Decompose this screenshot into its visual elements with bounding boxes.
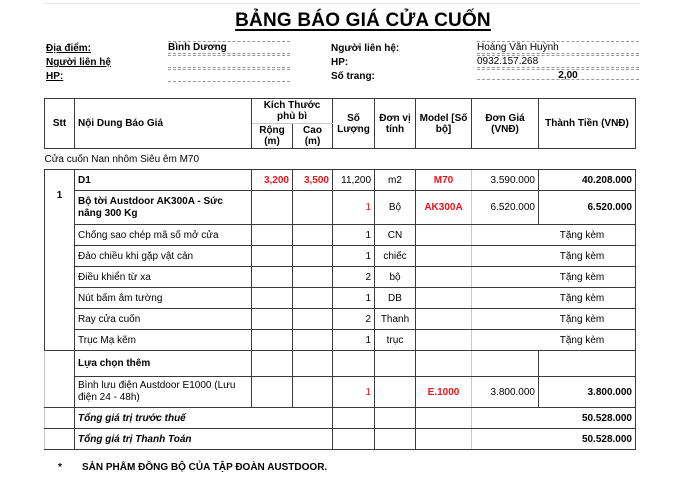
section-title: Cửa cuốn Nan nhôm Siêu êm M70	[45, 149, 636, 170]
item-unit	[375, 377, 416, 408]
page-count-label: Số trang:	[331, 71, 375, 82]
item-qty: 1	[333, 246, 375, 267]
item-content: D1	[75, 170, 252, 191]
group-stt: 1	[45, 170, 75, 351]
item-content: Nút bấm âm tường	[75, 288, 252, 309]
phone-label: HP:	[46, 71, 64, 82]
item-total: Tặng kèm	[472, 309, 636, 330]
item-total: 40.208.000	[539, 170, 636, 191]
header-content: Nội Dung Báo Giá	[75, 99, 252, 149]
header-total: Thành Tiền (VNĐ)	[539, 99, 636, 149]
extra-heading: Lựa chọn thêm	[75, 351, 252, 377]
table-row	[45, 225, 636, 246]
top-border	[340, 3, 640, 4]
item-unit: chiếc	[375, 246, 416, 267]
item-content: Trục Mạ kẽm	[75, 330, 252, 351]
subtotal-label: Tổng giá trị trước thuế	[75, 408, 333, 429]
footer-text: SẢN PHẨM ĐỒNG BỘ CỦA TẬP ĐOÀN AUSTDOOR.	[82, 462, 328, 473]
item-content: Bộ tời Austdoor AK300A - Sức nâng 300 Kg	[75, 191, 252, 225]
item-price: 3.800.000	[472, 377, 539, 408]
table-row	[45, 309, 636, 330]
item-height[interactable]	[293, 191, 333, 225]
item-qty: 11,200	[333, 170, 375, 191]
item-price: 3.590.000	[472, 170, 539, 191]
table-row	[45, 330, 636, 351]
item-model: E.1000	[416, 377, 472, 408]
item-content: Bình lưu điện Austdoor E1000 (Lưu điện 24 - 48h)	[75, 377, 252, 408]
contact-person-label: Người liên hệ:	[331, 43, 400, 54]
table-row	[45, 246, 636, 267]
grand-total-row	[45, 429, 636, 450]
item-unit: bộ	[375, 267, 416, 288]
item-content: Đảo chiều khi gặp vật cản	[75, 246, 252, 267]
item-content: Điều khiển từ xa	[75, 267, 252, 288]
item-height[interactable]: 3,500	[293, 170, 333, 191]
quote-table	[44, 98, 636, 450]
item-total: Tặng kèm	[472, 267, 636, 288]
extra-heading-row	[45, 351, 636, 377]
location-value[interactable]: Bình Dương	[168, 41, 290, 54]
item-total: 6.520.000	[539, 191, 636, 225]
item-unit: m2	[375, 170, 416, 191]
item-unit: CN	[375, 225, 416, 246]
grand-total-value: 50.528.000	[472, 429, 636, 450]
item-total: Tặng kèm	[472, 246, 636, 267]
item-unit: DB	[375, 288, 416, 309]
page-count-value[interactable]: 2,00	[477, 69, 639, 80]
subtotal-row	[45, 408, 636, 429]
header-unit: Đơn vị tính	[375, 99, 416, 149]
header-size: Kích Thước phủ bì	[252, 99, 333, 124]
header-height: Cao (m)	[293, 124, 333, 149]
table-row	[45, 267, 636, 288]
contact-value[interactable]	[168, 55, 290, 68]
header-stt: Stt	[45, 99, 75, 149]
item-qty: 2	[333, 309, 375, 330]
item-price: 6.520.000	[472, 191, 539, 225]
header-qty: Số Lượng	[333, 99, 375, 149]
footer-note	[58, 462, 327, 473]
item-total: Tặng kèm	[472, 225, 636, 246]
table-row	[45, 377, 636, 408]
table-row	[45, 191, 636, 225]
item-unit: Bộ	[375, 191, 416, 225]
location-label: Địa điểm:	[46, 43, 92, 54]
grand-total-label: Tổng giá trị Thanh Toán	[75, 429, 333, 450]
item-content: Chống sao chép mã số mở cửa	[75, 225, 252, 246]
item-total: 3.800.000	[539, 377, 636, 408]
item-model: M70	[416, 170, 472, 191]
item-qty: 1	[333, 377, 375, 408]
page-title: BẢNG BÁO GIÁ CỬA CUỐN	[235, 10, 491, 31]
item-qty: 1	[333, 225, 375, 246]
table-row	[45, 170, 636, 191]
contact-label: Người liên hệ	[46, 57, 111, 68]
item-total: Tặng kèm	[472, 330, 636, 351]
hp-value[interactable]: 0932.157.268	[477, 55, 639, 68]
item-qty: 1	[333, 330, 375, 351]
contact-person-value[interactable]: Hoàng Văn Huỳnh	[477, 41, 639, 54]
header-width: Rộng (m)	[252, 124, 293, 149]
item-unit: trục	[375, 330, 416, 351]
item-qty: 1	[333, 191, 375, 225]
item-total: Tặng kèm	[472, 288, 636, 309]
header-model: Model [Số bộ]	[416, 99, 472, 149]
item-qty: 1	[333, 288, 375, 309]
item-content: Ray cửa cuốn	[75, 309, 252, 330]
bullet-icon: *	[58, 462, 62, 473]
top-border	[44, 3, 340, 4]
item-width[interactable]	[252, 191, 293, 225]
item-width[interactable]: 3,200	[252, 170, 293, 191]
subtotal-value: 50.528.000	[472, 408, 636, 429]
header-price: Đơn Giá (VNĐ)	[472, 99, 539, 149]
table-row	[45, 288, 636, 309]
item-model: AK300A	[416, 191, 472, 225]
hp-label: HP:	[331, 57, 349, 68]
item-qty: 2	[333, 267, 375, 288]
item-unit: Thanh	[375, 309, 416, 330]
phone-value[interactable]	[168, 69, 290, 82]
